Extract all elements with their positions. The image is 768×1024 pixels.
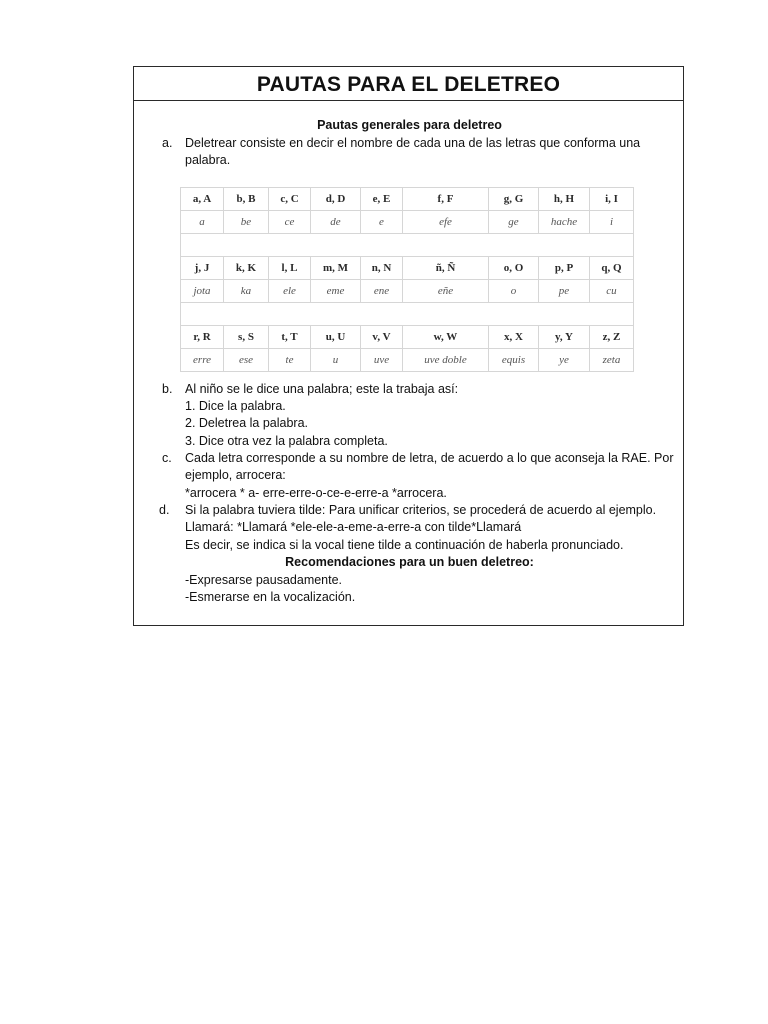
letter-cell: o, O [489,257,539,280]
recommendations-heading: Recomendaciones para un buen deletreo: [285,555,534,569]
letter-name-cell: equis [489,349,539,372]
item-d-line-1: Si la palabra tuviera tilde: Para unificar criterios, se procederá de acuerdo al ejemplo. [185,503,657,517]
item-b-marker: b. [162,382,173,396]
alphabet-names-row [181,280,634,303]
title-row [134,67,683,101]
letter-name-cell: zeta [590,349,634,372]
letter-cell: g, G [489,188,539,211]
alphabet-spacer-row [181,234,634,257]
letter-cell: q, Q [590,257,634,280]
letter-cell: u, U [311,326,361,349]
letter-name-cell: ene [361,280,403,303]
letter-cell: d, D [311,188,361,211]
document-title: PAUTAS PARA EL DELETREO [256,72,561,96]
letter-cell: t, T [269,326,311,349]
spacer-cell [181,234,634,257]
letter-name-cell: te [269,349,311,372]
item-c-line-3: *arrocera * a- erre-erre-o-ce-e-erre-a *arrocera. [185,486,447,500]
letter-name-cell: eme [311,280,361,303]
letter-cell: m, M [311,257,361,280]
letter-name-cell: uve [361,349,403,372]
letter-cell: s, S [224,326,269,349]
alphabet-names-row [181,211,634,234]
letter-name-cell: u [311,349,361,372]
letter-cell: a, A [181,188,224,211]
item-b-line-1: Al niño se le dice una palabra; este la trabaja así: [185,382,459,396]
letter-cell: j, J [181,257,224,280]
letter-name-cell: uve doble [403,349,489,372]
letter-name-cell: a [181,211,224,234]
item-b-step-1: 1. Dice la palabra. [185,399,286,413]
letter-cell: e, E [361,188,403,211]
item-a-line-1: Deletrear consiste en decir el nombre de cada una de las letras que conforma una [185,136,641,150]
item-c-line-2: ejemplo, arrocera: [185,468,286,482]
letter-name-cell: i [590,211,634,234]
letter-name-cell: eñe [403,280,489,303]
letter-name-cell: be [224,211,269,234]
item-a-line-2: palabra. [185,153,231,167]
recommendation-1: -Expresarse pausadamente. [185,573,343,587]
document-frame [133,66,684,626]
letter-cell: l, L [269,257,311,280]
letter-name-cell: ka [224,280,269,303]
letter-cell: h, H [539,188,590,211]
letter-cell: ñ, Ñ [403,257,489,280]
letter-cell: i, I [590,188,634,211]
letter-cell: y, Y [539,326,590,349]
letter-name-cell: o [489,280,539,303]
item-d-marker: d. [159,503,170,517]
letter-name-cell: ce [269,211,311,234]
letter-cell: b, B [224,188,269,211]
letter-cell: f, F [403,188,489,211]
letter-name-cell: ese [224,349,269,372]
letter-cell: z, Z [590,326,634,349]
alphabet-spacer-row [181,303,634,326]
letter-name-cell: jota [181,280,224,303]
letter-cell: v, V [361,326,403,349]
letter-name-cell: cu [590,280,634,303]
letter-name-cell: pe [539,280,590,303]
letter-name-cell: ge [489,211,539,234]
letter-name-cell: efe [403,211,489,234]
letter-name-cell: de [311,211,361,234]
item-c-marker: c. [162,451,172,465]
item-d-line-3: Es decir, se indica si la vocal tiene tilde a continuación de haberla pronunciado. [185,538,624,552]
alphabet-letters-row [181,188,634,211]
alphabet-letters-row [181,326,634,349]
alphabet-table-body [181,188,634,372]
letter-cell: c, C [269,188,311,211]
letter-name-cell: hache [539,211,590,234]
letter-cell: p, P [539,257,590,280]
letter-name-cell: ye [539,349,590,372]
alphabet-table [180,187,634,372]
item-b-step-2: 2. Deletrea la palabra. [185,416,308,430]
letter-cell: w, W [403,326,489,349]
recommendation-2: -Esmerarse en la vocalización. [185,590,356,604]
alphabet-names-row [181,349,634,372]
alphabet-letters-row [181,257,634,280]
item-d-line-2: Llamará: *Llamará *ele-ele-a-eme-a-erre-a con tilde*Llamará [185,520,522,534]
letter-cell: r, R [181,326,224,349]
item-c-line-1: Cada letra corresponde a su nombre de letra, de acuerdo a lo que aconseja la RAE. Por [185,451,674,465]
letter-name-cell: erre [181,349,224,372]
letter-cell: k, K [224,257,269,280]
item-a-marker: a. [162,136,173,150]
subtitle: Pautas generales para deletreo [317,118,502,132]
letter-cell: x, X [489,326,539,349]
letter-name-cell: e [361,211,403,234]
letter-name-cell: ele [269,280,311,303]
letter-cell: n, N [361,257,403,280]
item-b-step-3: 3. Dice otra vez la palabra completa. [185,434,388,448]
spacer-cell [181,303,634,326]
